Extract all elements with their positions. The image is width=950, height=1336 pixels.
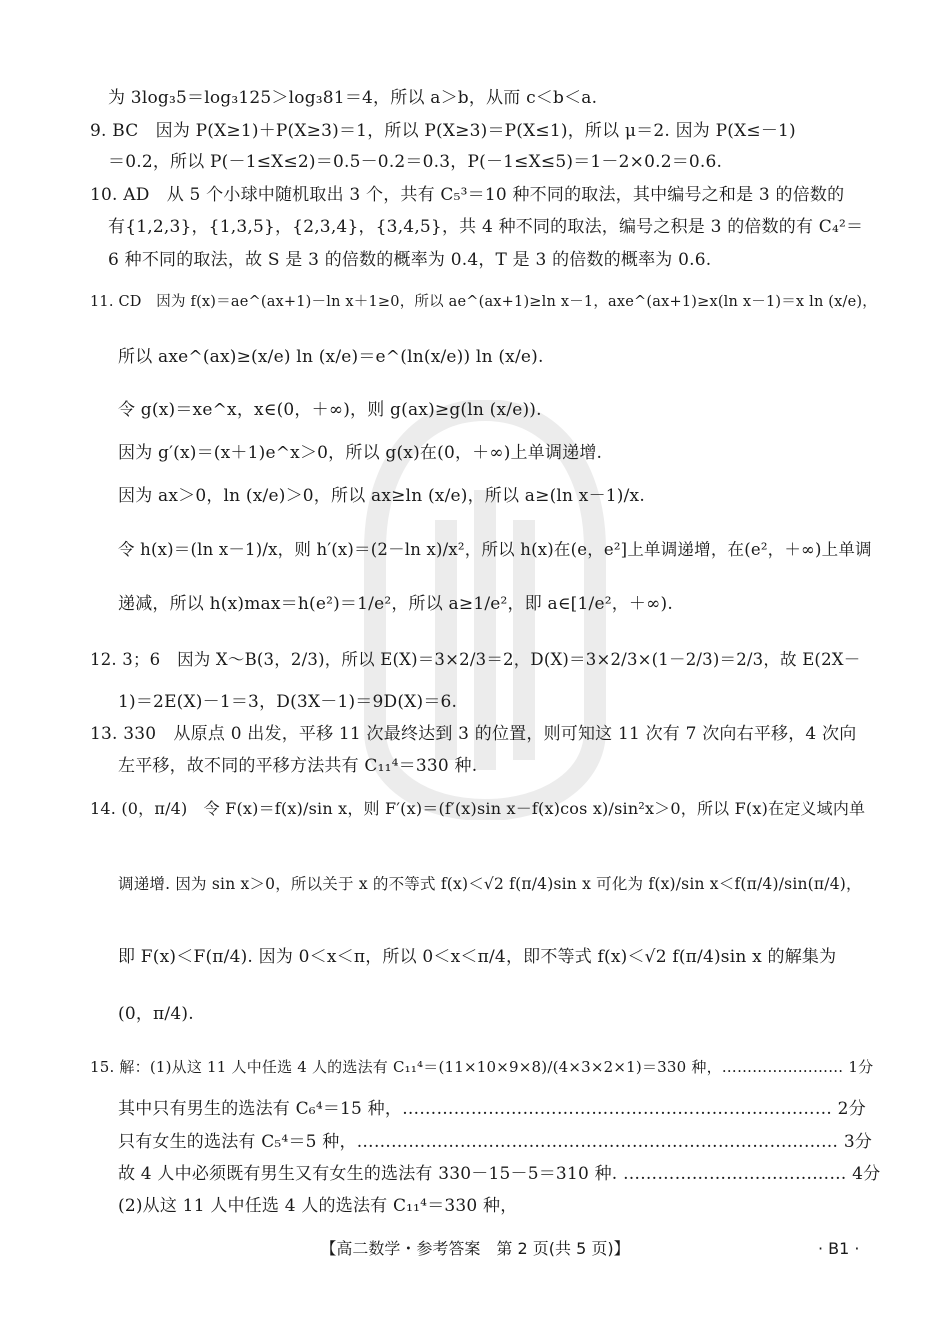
answer-10: 10. AD 从 5 个小球中随机取出 3 个，共有 C₅³＝10 种不同的取法，其中编号之和是 3 的倍数的 xyxy=(90,185,845,205)
answer-10-cont-2: 6 种不同的取法，故 S 是 3 的倍数的概率为 0.4，T 是 3 的倍数的概率为 0.6. xyxy=(108,250,712,270)
answer-11-step-3: 因为 g′(x)＝(x＋1)e^x＞0，所以 g(x)在(0，＋∞)上单调递增. xyxy=(118,443,603,463)
answer-12: 12. 3；6 因为 X～B(3，2/3)，所以 E(X)＝3×2/3＝2，D(X)＝3×2/3×(1－2/3)＝2/3，故 E(2X－ xyxy=(90,650,861,669)
answer-11: 11. CD 因为 f(x)＝ae^(ax+1)－ln x＋1≥0，所以 ae^(ax+1)≥ln x－1，axe^(ax+1)≥x(ln x－1)＝x ln (x/e)， xyxy=(90,294,877,310)
answer-14: 14. (0，π/4) 令 F(x)＝f(x)/sin x，则 F′(x)＝(f′(x)sin x－f(x)cos x)/sin²x＞0，所以 F(x)在定义域内单 xyxy=(90,799,866,818)
line-8-tail: 为 3log₃5＝log₃125＞log₃81＝4，所以 a＞b，从而 c＜b＜a. xyxy=(108,88,598,108)
answer-15-girls-only: 只有女生的选法有 C₅⁴＝5 种，………………………………………………………………………… 3分 xyxy=(118,1132,873,1152)
answer-15-boys-only: 其中只有男生的选法有 C₆⁴＝15 种，………………………………………………………………… 2分 xyxy=(118,1099,866,1119)
answer-11-step-6: 递减，所以 h(x)max＝h(e²)＝1/e²，所以 a≥1/e²，即 a∈[1/e²，＋∞). xyxy=(118,594,673,614)
answer-12-cont: 1)＝2E(X)－1＝3，D(3X－1)＝9D(X)＝6. xyxy=(118,692,458,712)
answer-11-step-2: 令 g(x)＝xe^x，x∈(0，＋∞)，则 g(ax)≥g(ln (x/e)). xyxy=(118,400,542,420)
footer-code: · B1 · xyxy=(818,1239,860,1258)
answer-11-step-4: 因为 ax＞0，ln (x/e)＞0，所以 ax≥ln (x/e)，所以 a≥(ln x－1)/x. xyxy=(118,486,645,506)
answer-9: 9. BC 因为 P(X≥1)＋P(X≥3)＝1，所以 P(X≥3)＝P(X≤1)，所以 μ＝2. 因为 P(X≤－1) xyxy=(90,121,796,141)
page-footer: 【高二数学・参考答案 第 2 页(共 5 页)】 xyxy=(320,1239,630,1258)
answer-14-cont-2: 即 F(x)＜F(π/4). 因为 0＜x＜π，所以 0＜x＜π/4，即不等式 f(x)＜√2 f(π/4)sin x 的解集为 xyxy=(118,947,837,967)
answer-11-step-5: 令 h(x)＝(ln x－1)/x，则 h′(x)＝(2－ln x)/x²，所以 h(x)在(e，e²]上单调递增，在(e²，＋∞)上单调 xyxy=(118,540,872,559)
answer-13: 13. 330 从原点 0 出发，平移 11 次最终达到 3 的位置，则可知这 11 次有 7 次向右平移，4 次向 xyxy=(90,724,857,744)
answer-15-mixed: 故 4 人中必须既有男生又有女生的选法有 330－15－5＝310 种. ………………………………… 4分 xyxy=(118,1164,881,1184)
answer-14-cont-3: (0，π/4). xyxy=(118,1004,194,1024)
answer-10-cont-1: 有{1,2,3}，{1,3,5}，{2,3,4}，{3,4,5}，共 4 种不同的取法，编号之积是 3 的倍数的有 C₄²＝ xyxy=(108,217,864,237)
answer-15-part2: (2)从这 11 人中任选 4 人的选法有 C₁₁⁴＝330 种， xyxy=(118,1196,518,1216)
answer-11-step-1: 所以 axe^(ax)≥(x/e) ln (x/e)＝e^(ln(x/e)) ln (x/e). xyxy=(118,347,544,367)
answer-9-cont: ＝0.2，所以 P(－1≤X≤2)＝0.5－0.2＝0.3，P(－1≤X≤5)＝1－2×0.2＝0.6. xyxy=(108,152,723,172)
answer-15-part1: 15. 解：(1)从这 11 人中任选 4 人的选法有 C₁₁⁴＝(11×10×9×8)/(4×3×2×1)＝330 种，…………………… 1分 xyxy=(90,1058,874,1076)
answer-14-cont-1: 调递增. 因为 sin x＞0，所以关于 x 的不等式 f(x)＜√2 f(π/4)sin x 可化为 f(x)/sin x＜f(π/4)/sin(π/4)， xyxy=(118,875,862,893)
answer-13-cont: 左平移，故不同的平移方法共有 C₁₁⁴＝330 种. xyxy=(118,756,478,776)
